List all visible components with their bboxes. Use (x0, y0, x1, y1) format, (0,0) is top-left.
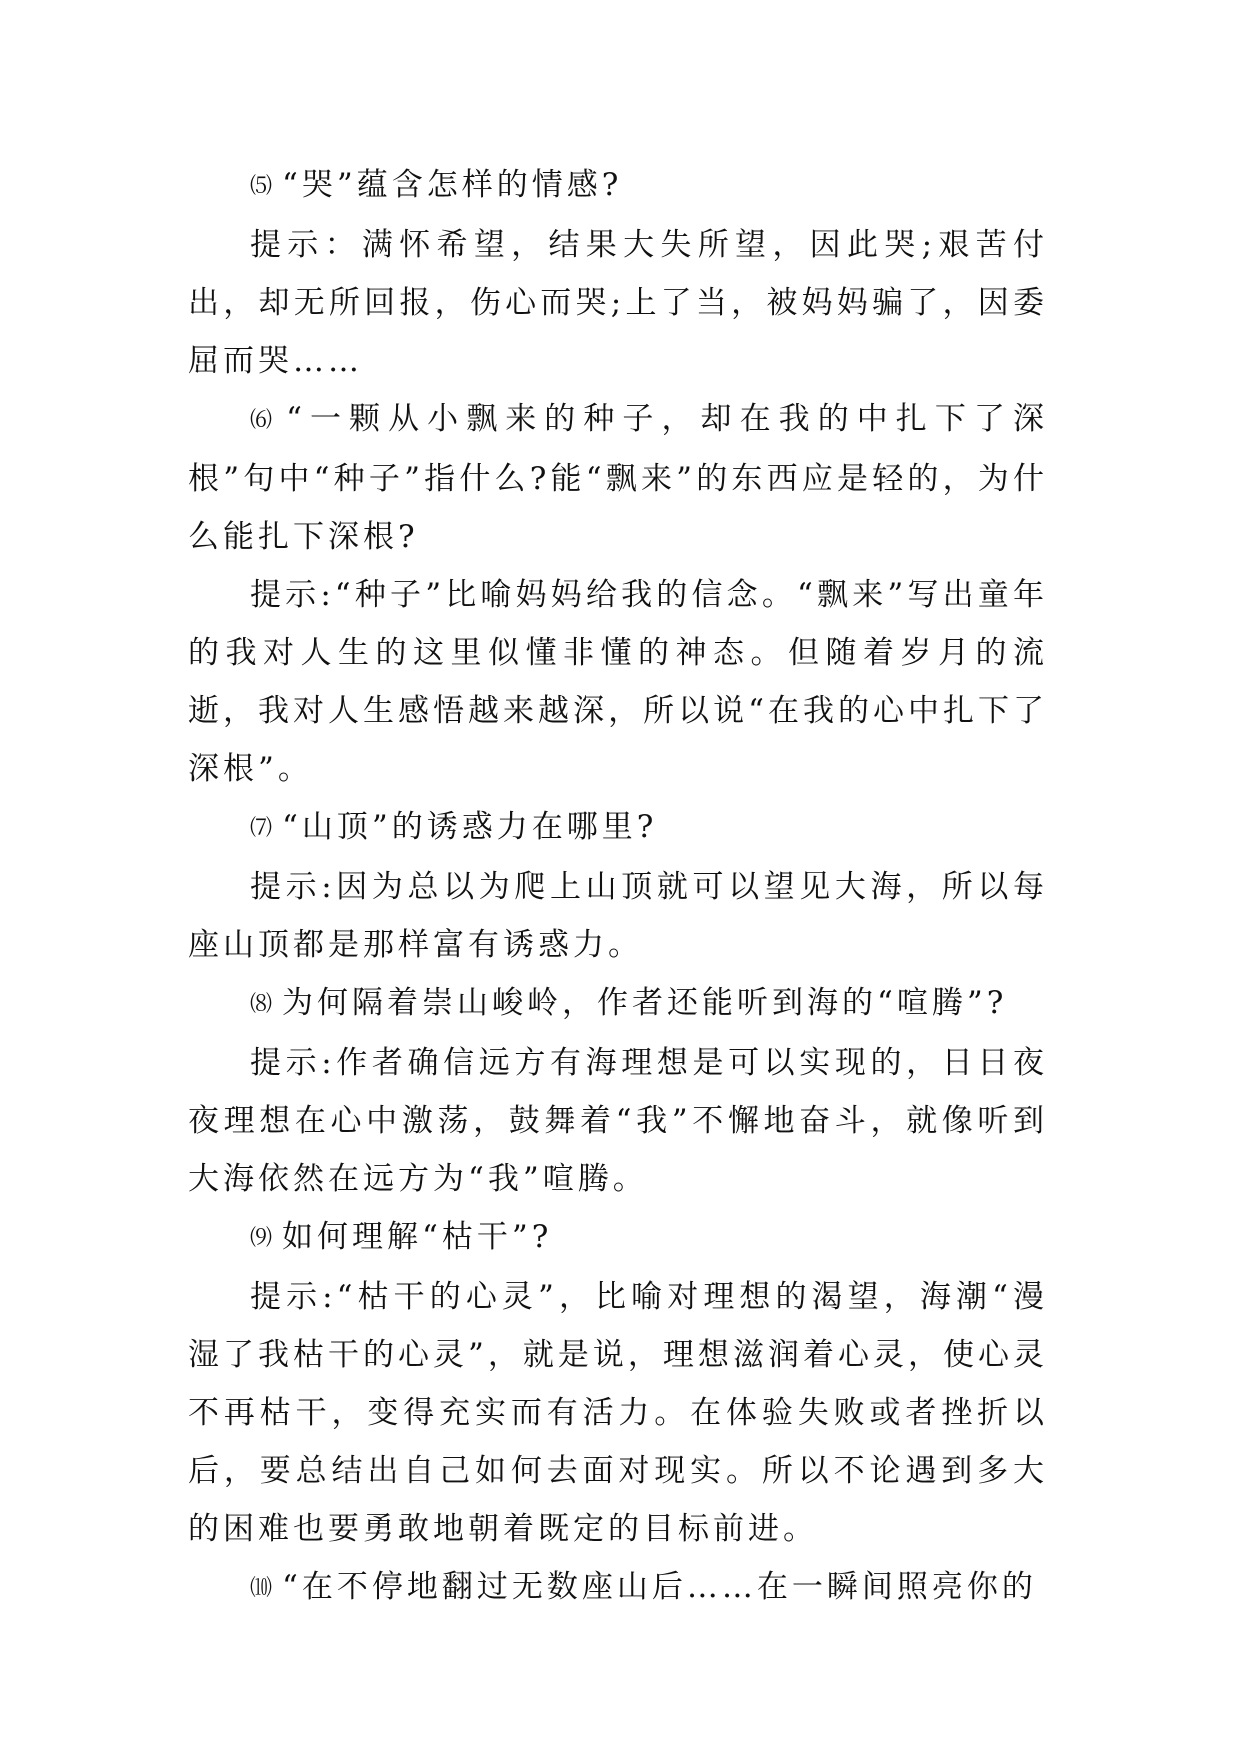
question-text: 如何理解“枯干”? (282, 1219, 553, 1255)
hint-text: 提示:“种子”比喻妈妈给我的信念。“飘来”写出童年的我对人生的这里似懂非懂的神态。但随着岁月的流逝，我对人生感悟越来越深，所以说“在我的心中扎下了深根”。 (188, 577, 1048, 787)
question-number: ⑽ (250, 1576, 273, 1601)
document-body (188, 156, 1048, 1618)
question-number: ⑹ (250, 408, 277, 433)
question-text: “哭”蕴含怎样的情感? (282, 167, 623, 203)
question-7 (188, 798, 1048, 858)
question-5 (188, 156, 1048, 216)
question-number: ⑻ (250, 992, 273, 1017)
question-number: ⑸ (250, 174, 273, 199)
hint-7 (188, 858, 1048, 974)
hint-text: 提示:“枯干的心灵”，比喻对理想的渴望，海潮“漫湿了我枯干的心灵”，就是说，理想滋润着心灵，使心灵不再枯干，变得充实而有活力。在体验失败或者挫折以后，要总结出自己如何去面对现实。所以不论遇到多大的困难也要勇敢地朝着既定的目标前进。 (188, 1279, 1048, 1547)
hint-6 (188, 566, 1048, 798)
question-text: “在不停地翻过无数座山后……在一瞬间照亮你的 (282, 1569, 1037, 1605)
question-text: “山顶”的诱惑力在哪里? (282, 809, 658, 845)
hint-text: 提示:作者确信远方有海理想是可以实现的，日日夜夜理想在心中激荡，鼓舞着“我”不懈地奋斗，就像听到大海依然在远方为“我”喧腾。 (188, 1045, 1048, 1197)
question-8 (188, 974, 1048, 1034)
question-number: ⑼ (250, 1226, 273, 1251)
hint-9 (188, 1268, 1048, 1558)
hint-text: 提示：满怀希望，结果大失所望，因此哭;艰苦付出，却无所回报，伤心而哭;上了当，被妈妈骗了，因委屈而哭…… (188, 227, 1048, 379)
question-number: ⑺ (250, 816, 273, 841)
question-text: “一颗从小飘来的种子，却在我的中扎下了深根”句中“种子”指什么?能“飘来”的东西应是轻的，为什么能扎下深根? (188, 401, 1048, 555)
question-6 (188, 390, 1048, 566)
hint-text: 提示:因为总以为爬上山顶就可以望见大海，所以每座山顶都是那样富有诱惑力。 (188, 869, 1048, 963)
hint-8 (188, 1034, 1048, 1208)
question-9 (188, 1208, 1048, 1268)
question-text: 为何隔着崇山峻岭，作者还能听到海的“喧腾”? (282, 985, 1008, 1021)
hint-5 (188, 216, 1048, 390)
question-10 (188, 1558, 1048, 1618)
